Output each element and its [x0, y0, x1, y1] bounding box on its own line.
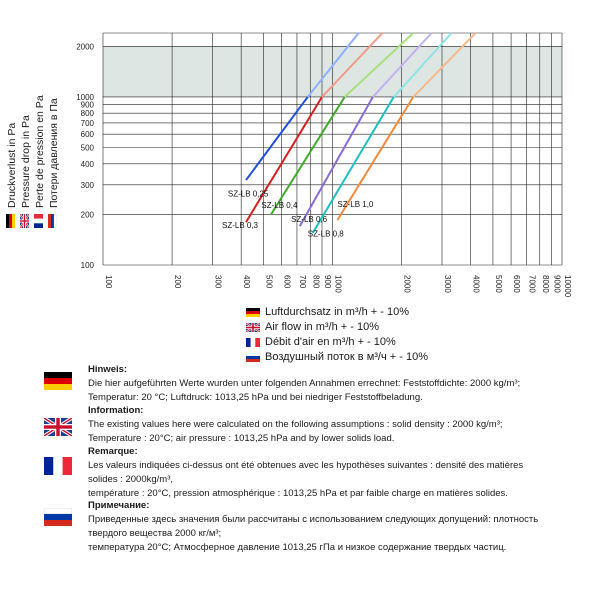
- x-tick-label: 1000: [333, 275, 343, 293]
- y-tick-label: 2000: [76, 42, 94, 52]
- xlabel-ru-text: Воздушный поток в м³/ч + - 10%: [265, 351, 428, 363]
- ylabel-de: Druckverlust in Pa: [6, 122, 18, 208]
- note-fr-text3: température : 20°C, pression atmosphérique : 1013,25 hPa et par faible charge en matières solides.: [88, 488, 508, 499]
- x-tick-label: 9000: [552, 275, 562, 293]
- note-fr-text2: solides : 2000kg/m³,: [88, 474, 174, 485]
- xlabel-fr: [246, 336, 396, 348]
- note-de-text: Die hier aufgeführten Werte wurden unter folgenden Annahmen errechnet: Feststoffdichte: 2000 kg/m³;: [88, 378, 521, 389]
- x-tick-label: 6000: [512, 275, 522, 293]
- y-tick-label: 200: [80, 210, 94, 220]
- x-tick-label: 4000: [471, 275, 481, 293]
- y-tick-label: 600: [80, 130, 94, 140]
- flag-fr-icon: [34, 214, 43, 228]
- xlabel-de-text: Luftdurchsatz in m³/h + - 10%: [265, 306, 409, 318]
- series-label-4: SZ-LB 0,8: [307, 229, 344, 239]
- note-de-text2: Temperatur: 20 °C; Luftdruck: 1013,25 hPa und bei niedriger Feststoffbeladung.: [88, 392, 423, 403]
- ylabel-ru: Потери давления в Па: [48, 98, 60, 208]
- x-tick-label: 8000: [540, 275, 550, 293]
- xlabel-ru: [246, 351, 428, 363]
- y-tick-label: 400: [80, 159, 94, 169]
- note-en-text2: Temperature : 20°C; air pressure : 1013,25 hPa and by lower solids load.: [88, 433, 395, 444]
- y-tick-label: 100: [80, 261, 94, 270]
- flag-uk-icon: [246, 323, 260, 332]
- y-tick-label: 500: [80, 143, 94, 153]
- x-tick-label: 400: [242, 275, 252, 289]
- y-tick-label: 300: [80, 180, 94, 190]
- xlabel-en-text: Air flow in m³/h + - 10%: [265, 321, 380, 333]
- x-tick-label: 300: [213, 275, 223, 289]
- xlabel-en: [246, 321, 379, 333]
- ylabel-en: Pressure drop in Pa: [20, 115, 32, 208]
- note-fr-heading: Remarque:: [88, 446, 138, 457]
- x-tick-label: 2000: [402, 275, 412, 293]
- x-tick-label: 800: [311, 275, 321, 289]
- flag-fr-icon: [246, 338, 260, 347]
- x-tick-label: 5000: [493, 275, 503, 293]
- note-de: [88, 363, 588, 405]
- note-en: [88, 404, 588, 446]
- note-fr: [88, 445, 588, 501]
- series-line-4: [313, 97, 394, 233]
- flag-de-icon: [246, 308, 260, 317]
- note-en-text: The existing values here were calculated on the following assumptions : solid density : 2000 kg/m³;: [88, 419, 503, 430]
- note-flag-fr-icon: [44, 457, 72, 475]
- y-tick-label: 700: [80, 118, 94, 128]
- x-tick-label: 3000: [442, 275, 452, 293]
- xlabel-de: [246, 306, 409, 318]
- note-de-heading: Hinweis:: [88, 364, 128, 375]
- x-tick-label: 500: [264, 275, 274, 289]
- note-en-heading: Information:: [88, 405, 144, 416]
- flag-ru-icon: [246, 353, 260, 362]
- x-tick-label: 7000: [527, 275, 537, 293]
- y-tick-label: 1000: [76, 92, 94, 102]
- x-tick-label: 600: [282, 275, 292, 289]
- flag-de-icon: [6, 214, 15, 228]
- series-label-3: SZ-LB 0,6: [291, 215, 328, 225]
- note-ru-text2: твердого вещества 2000 кг/м³;: [88, 528, 222, 539]
- note-flag-de-icon: [44, 372, 72, 390]
- note-ru-heading: Примечание:: [88, 500, 150, 511]
- y-tick-label: 900: [80, 100, 94, 110]
- ylabel-fr: Perte de pression en Pa: [34, 95, 46, 208]
- note-ru-text3: температура 20°C; Атмосферное давление 1013,25 гПа и низкое содержание твердых частиц.: [88, 542, 507, 553]
- x-tick-label: 200: [173, 275, 183, 289]
- series-line-0: [246, 97, 308, 180]
- flag-uk-icon: [20, 214, 29, 228]
- series-label-5: SZ-LB 1,0: [337, 199, 374, 209]
- x-tick-label: 700: [297, 275, 307, 289]
- series-label-1: SZ-LB 0,3: [221, 221, 259, 231]
- x-tick-label: 100: [104, 275, 113, 289]
- flag-ru-icon: [48, 214, 57, 228]
- note-ru: [88, 499, 588, 555]
- x-tick-label: 900: [322, 275, 332, 289]
- series-label-0: SZ-LB 0,25: [227, 189, 269, 199]
- xlabel-fr-text: Débit d'air en m³/h + - 10%: [265, 336, 396, 348]
- series-label-2: SZ-LB 0,4: [261, 201, 298, 211]
- note-ru-text: Приведенные здесь значения были рассчитаны с использованием следующих допущений: плотность: [88, 514, 539, 525]
- note-fr-text: Les valeurs indiquées ci-dessus ont été obtenues avec les hypothèses suivantes : densité des matières: [88, 460, 524, 471]
- y-tick-label: 800: [80, 109, 94, 119]
- note-flag-ru-icon: [44, 508, 72, 526]
- x-tick-label: 10000: [563, 275, 572, 298]
- note-flag-uk-icon: [44, 418, 72, 436]
